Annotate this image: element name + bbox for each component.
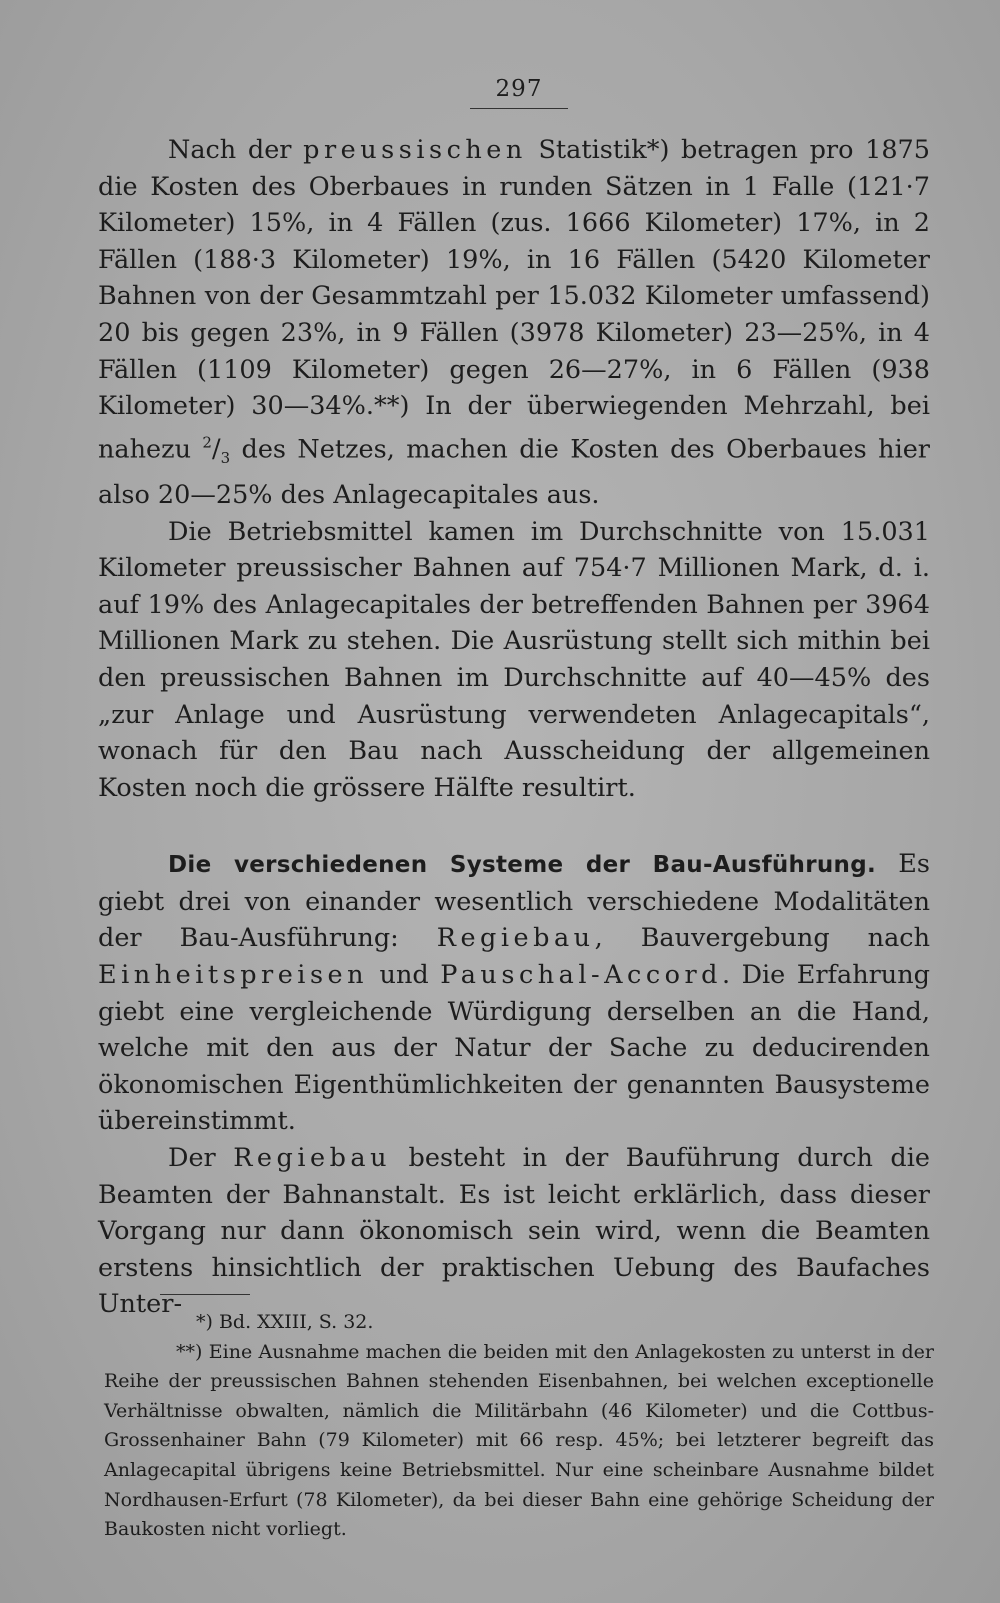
paragraph-betriebsmittel: Die Betriebsmittel kamen im Durchschnitte von 15.031 Kilometer preussischer Bahnen auf 754·7 Millionen Mark, d. i. auf 19% des Anlagecapitales der betreffenden Bahnen per 3964 Millionen Mark zu stehen. Die Ausrüstung stellt sich mithin bei den preussischen Bahnen im Durchschnitte auf 40—45% des „zur Anlage und Ausrüstung verwendeten Anlagecapitals“, wonach für den Bau nach Ausscheidung der allgemeinen Kosten noch die grössere Hälfte resultirt. bbox=[98, 516, 930, 803]
text-run: des Netzes, machen die Kosten des Oberbaues hier also 20—25% des Anlagecapitales aus. bbox=[98, 434, 931, 510]
section-gap bbox=[98, 806, 930, 846]
spaced-emphasis: preussischen bbox=[303, 135, 527, 165]
footnotes bbox=[104, 1308, 934, 1545]
text-run: und bbox=[368, 960, 441, 991]
spaced-emphasis: Pauschal-Accord bbox=[440, 960, 722, 991]
paragraph-oberbau-costs bbox=[98, 132, 930, 514]
footnote-rule bbox=[160, 1294, 250, 1295]
footnote-1: *) Bd. XXIII, S. 32. bbox=[196, 1311, 374, 1333]
text-run: Statistik*) betragen pro 1875 die Kosten des Oberbaues in runden Sätzen in 1 Falle (121·7 Kilometer) 15%, in 4 Fällen (zus. 1666 Kilometer) 17%, in 2 Fällen (188·3 Kilometer) 19%, in 16 Fällen (5420 Kilometer Bahnen von der Gesammtzahl per 15.032 Kilometer umfassend) 20 bis gegen 23%, in 9 Fällen (3978 Kilometer) 23—25%, in 4 Fällen (1109 Kilometer) gegen 26—27%, in 6 Fällen (938 Kilometer) 30—34%.**) In der überwiegenden Mehrzahl, bei nahezu bbox=[98, 135, 930, 465]
text-run: Der bbox=[168, 1143, 234, 1174]
fraction-numerator: 2 bbox=[202, 433, 212, 452]
text-run: Es giebt drei von einander wesentlich verschiedene Modalitäten der Bau-Ausführung: bbox=[98, 849, 930, 954]
fraction-denominator: 3 bbox=[220, 449, 231, 468]
text-run: , Bauvergebung nach bbox=[594, 923, 930, 954]
text-run: . Die Erfahrung giebt eine vergleichende Würdigung derselben an die Hand, welche mit den aus der Natur der Sache zu deducirenden ökonomischen Eigenthümlichkeiten der genannten Bausysteme übereinstimmt. bbox=[98, 960, 930, 1137]
text-run: besteht in der Bauführung durch die Beamten der Bahnanstalt. Es ist leicht erklärlich, dass dieser Vorgang nur dann ökonomisch sein wird, wenn die Beamten erstens hinsichtlich der praktischen Uebung des Baufaches Unter- bbox=[98, 1143, 930, 1320]
spaced-emphasis: Regiebau bbox=[436, 923, 595, 954]
section-heading: Die verschiedenen Systeme der Bau-Ausführung. bbox=[168, 852, 877, 879]
header-rule bbox=[470, 108, 568, 109]
text-run: Nach der bbox=[168, 135, 304, 165]
fraction-two-thirds: $^2/_3$ bbox=[202, 433, 231, 468]
main-text bbox=[98, 132, 930, 1323]
footnote-2: **) Eine Ausnahme machen die beiden mit den Anlagekosten zu unterst in der Reihe der preussischen Bahnen stehenden Eisenbahnen, bei welchen exceptionelle Verhältnisse obwalten, nämlich die Militärbahn (46 Kilometer) und die Cottbus-Grossenhainer Bahn (79 Kilometer) mit 66 resp. 45%; bei letzterer begreift das Anlagecapital übrigens keine Betriebsmittel. Nur eine scheinbare Ausnahme bildet Nordhausen-Erfurt (78 Kilometer), da bei dieser Bahn eine gehörige Scheidung der Baukosten nicht vorliegt. bbox=[104, 1340, 934, 1541]
spaced-emphasis: Regiebau bbox=[233, 1143, 392, 1174]
spaced-emphasis: Einheitspreisen bbox=[98, 960, 369, 991]
paragraph-regiebau bbox=[98, 1140, 930, 1323]
page-number: 297 bbox=[495, 76, 543, 102]
paragraph-bau-systeme bbox=[98, 846, 930, 1140]
